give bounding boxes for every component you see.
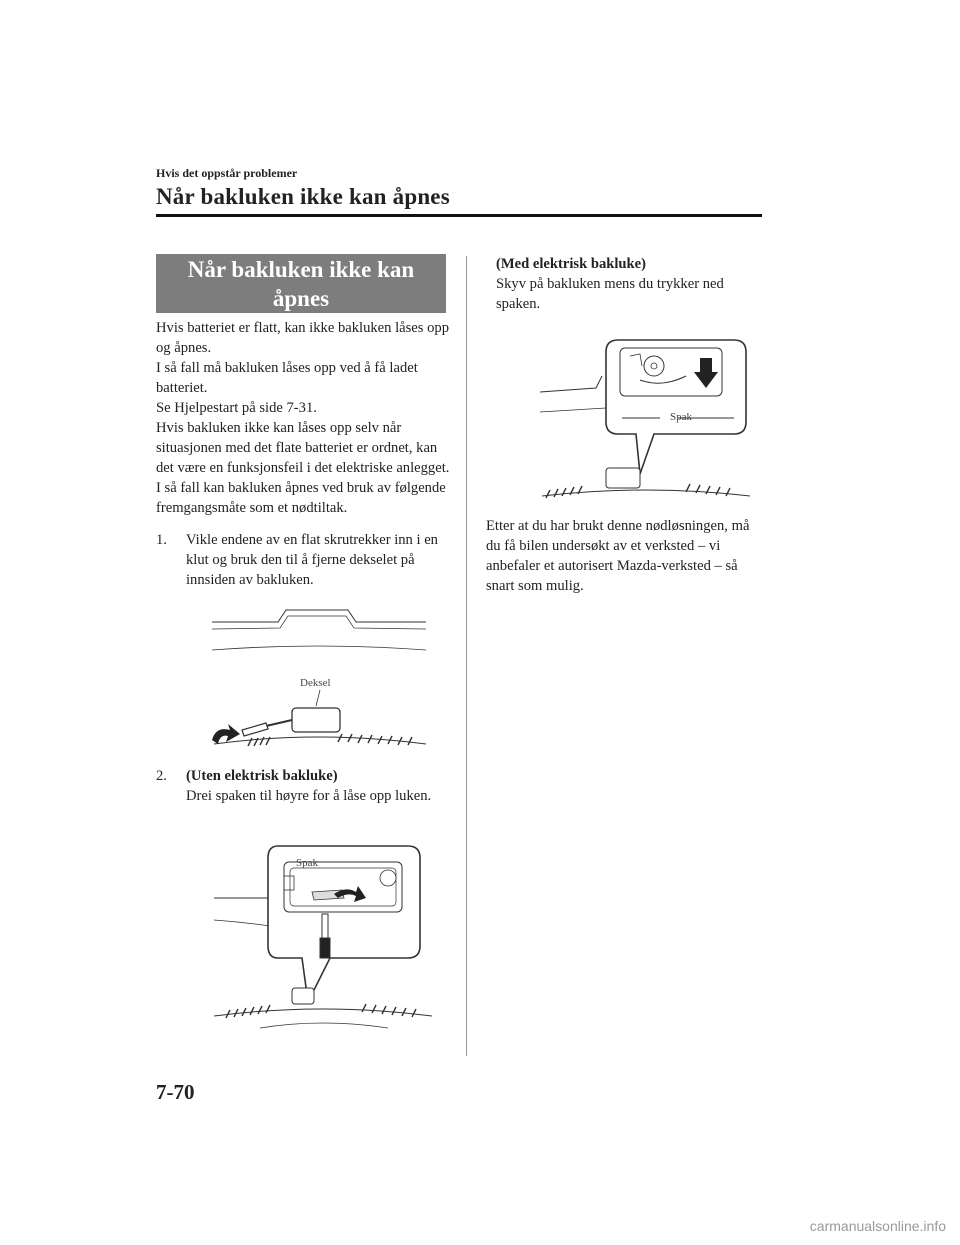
intro-paragraph: Se Hjelpestart på side 7-31. (156, 400, 317, 416)
step-text (186, 766, 454, 806)
page-heading: Når bakluken ikke kan åpnes (156, 184, 450, 209)
intro-paragraph: Hvis bakluken ikke kan låses opp selv når situasjonen med det flate batteriet er ordnet, kan det være en funksjonsfeil i det elektriske anlegget. (156, 420, 450, 476)
step-heading: (Uten elektrisk bakluke) (186, 768, 338, 784)
intro-text (156, 318, 456, 518)
step-text: Vikle endene av en flat skrutrekker inn i en klut og bruk den til å fjerne dekselet på innsiden av bakluken. (186, 532, 438, 588)
electric-tailgate-section (496, 254, 766, 314)
figure-label: Spak (670, 411, 692, 423)
column-divider (466, 256, 467, 1056)
subsection-heading: (Med elektrisk bakluke) (496, 256, 646, 272)
step-number: 1. (156, 532, 167, 548)
page-number: 7-70 (156, 1080, 195, 1104)
header-rule (156, 214, 762, 217)
intro-paragraph: I så fall kan bakluken åpnes ved bruk av følgende fremgangsmåte som et nødtiltak. (156, 480, 446, 516)
cover-illustration (208, 602, 430, 752)
step-number: 2. (156, 768, 167, 784)
after-note: Etter at du har brukt denne nødløsningen, må du få bilen undersøkt av et verksted – vi anbefaler et autorisert Mazda-verksted – så snart som mulig. (486, 518, 750, 594)
step-1 (156, 530, 456, 594)
footer-url[interactable]: carmanualsonline.info (809, 1218, 946, 1234)
electric-lever-illustration (536, 336, 756, 512)
section-title-box (156, 254, 446, 313)
intro-paragraph: Hvis batteriet er flatt, kan ikke bakluken låses opp og åpnes. (156, 320, 450, 356)
title-line-1: Når bakluken ikke kan (187, 257, 415, 282)
lever-illustration (212, 842, 434, 1032)
section-label: Hvis det oppstår problemer (156, 166, 298, 180)
figure-label: Spak (296, 857, 318, 869)
subsection-text: Skyv på bakluken mens du trykker ned spaken. (496, 276, 724, 312)
intro-paragraph: I så fall må bakluken låses opp ved å få ladet batteriet. (156, 360, 418, 396)
step-body: Drei spaken til høyre for å låse opp luken. (186, 788, 432, 804)
step-2 (156, 766, 456, 830)
title-line-2: åpnes (272, 286, 330, 311)
figure-label: Deksel (300, 677, 331, 689)
